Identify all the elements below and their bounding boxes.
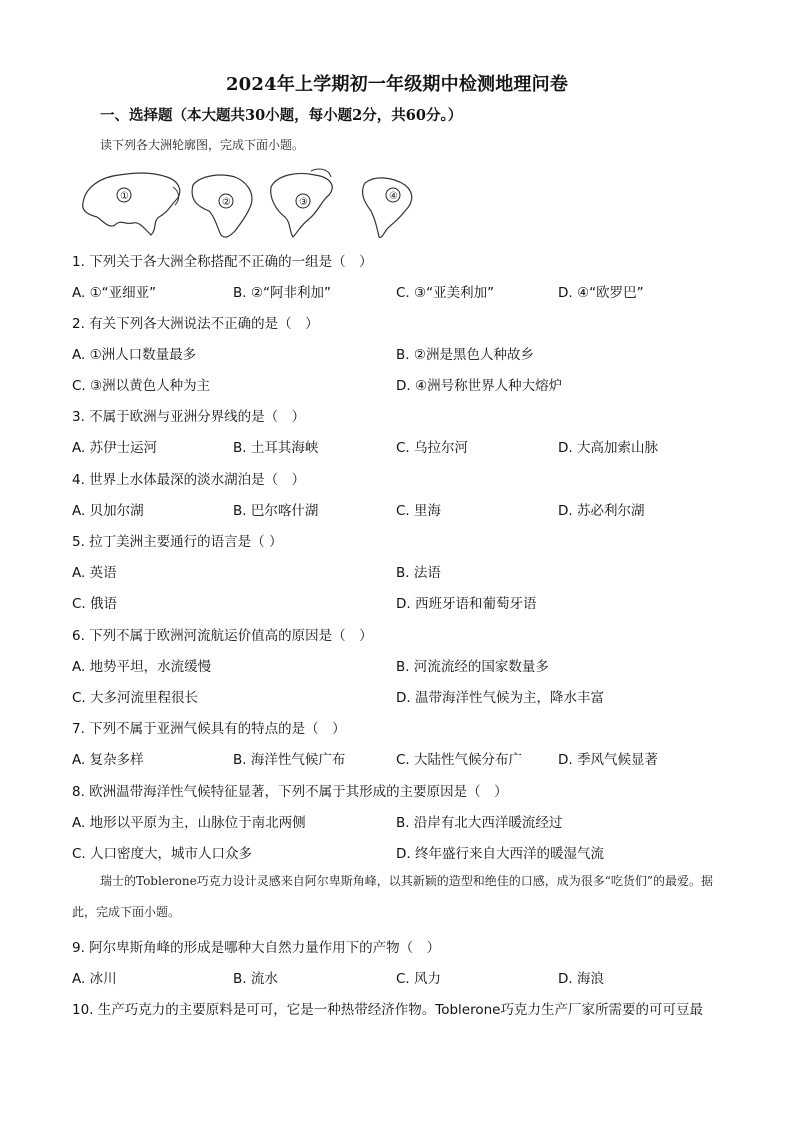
q4-option-d[interactable]: D. 苏必利尔湖 <box>558 503 645 519</box>
q1-option-a[interactable]: A. ①“亚细亚” <box>72 285 157 301</box>
question-2: 2. 有关下列各大洲说法不正确的是（ ） <box>72 316 319 332</box>
map-label-3: ③ <box>299 197 308 208</box>
q1-option-d[interactable]: D. ④“欧罗巴” <box>558 285 644 301</box>
map-label-4: ④ <box>389 191 398 202</box>
q5-option-d[interactable]: D. 西班牙语和葡萄牙语 <box>396 596 537 612</box>
q5-option-b[interactable]: B. 法语 <box>396 565 441 581</box>
q9-option-c[interactable]: C. 风力 <box>396 971 442 987</box>
question-5: 5. 拉丁美洲主要通行的语言是（ ） <box>72 534 283 550</box>
q9-option-a[interactable]: A. 冰川 <box>72 971 117 987</box>
q2-option-b[interactable]: B. ②洲是黑色人种故乡 <box>396 347 534 363</box>
q3-option-b[interactable]: B. 土耳其海峡 <box>233 440 319 456</box>
q3-option-c[interactable]: C. 乌拉尔河 <box>396 440 469 456</box>
q8-option-c[interactable]: C. 人口密度大，城市人口众多 <box>72 846 253 862</box>
question-3: 3. 不属于欧洲与亚洲分界线的是（ ） <box>72 409 306 425</box>
q5-option-c[interactable]: C. 俄语 <box>72 596 118 612</box>
q4-option-c[interactable]: C. 里海 <box>396 503 442 519</box>
q5-option-a[interactable]: A. 英语 <box>72 565 117 581</box>
continent-maps <box>75 165 445 240</box>
q3-option-d[interactable]: D. 大高加索山脉 <box>558 440 658 456</box>
q6-option-c[interactable]: C. 大多河流里程很长 <box>72 690 199 706</box>
q1-option-c[interactable]: C. ③“亚美利加” <box>396 285 495 301</box>
africa-map <box>192 175 252 237</box>
q9-option-b[interactable]: B. 流水 <box>233 971 278 987</box>
exam-title: 2024年上学期初一年级期中检测地理问卷 <box>225 74 569 95</box>
q4-option-b[interactable]: B. 巴尔喀什湖 <box>233 503 319 519</box>
q8-option-b[interactable]: B. 沿岸有北大西洋暖流经过 <box>396 815 563 831</box>
question-8: 8. 欧洲温带海洋性气候特征显著，下列不属于其形成的主要原因是（ ） <box>72 784 508 800</box>
q8-option-d[interactable]: D. 终年盛行来自大西洋的暖湿气流 <box>396 846 604 862</box>
q3-option-a[interactable]: A. 苏伊士运河 <box>72 440 158 456</box>
map-intro: 读下列各大洲轮廓图，完成下面小题。 <box>100 138 305 152</box>
north-america-map <box>271 169 332 237</box>
question-7: 7. 下列不属于亚洲气候具有的特点的是（ ） <box>72 721 346 737</box>
map-label-2: ② <box>222 197 231 208</box>
q6-option-a[interactable]: A. 地势平坦，水流缓慢 <box>72 659 212 675</box>
question-1: 1. 下列关于各大洲全称搭配不正确的一组是（ ） <box>72 254 373 270</box>
q6-option-d[interactable]: D. 温带海洋性气候为主，降水丰富 <box>396 690 604 706</box>
question-10: 10. 生产巧克力的主要原料是可可，它是一种热带经济作物。Toblerone巧克力生产厂家所需要的可可豆最 <box>72 1002 703 1018</box>
asia-map <box>83 173 180 235</box>
q2-option-d[interactable]: D. ④洲号称世界人种大熔炉 <box>396 378 563 394</box>
q2-option-c[interactable]: C. ③洲以黄色人种为主 <box>72 378 211 394</box>
question-6: 6. 下列不属于欧洲河流航运价值高的原因是（ ） <box>72 628 373 644</box>
question-9: 9. 阿尔卑斯角峰的形成是哪种大自然力量作用下的产物（ ） <box>72 940 441 956</box>
section-heading: 一、选择题（本大题共30小题，每小题2分，共60分。） <box>100 107 463 124</box>
question-4: 4. 世界上水体最深的淡水湖泊是（ ） <box>72 472 306 488</box>
south-america-map <box>363 178 412 238</box>
q7-option-c[interactable]: C. 大陆性气候分布广 <box>396 752 523 768</box>
q8-option-a[interactable]: A. 地形以平原为主，山脉位于南北两侧 <box>72 815 306 831</box>
q7-option-a[interactable]: A. 复杂多样 <box>72 752 144 768</box>
q2-option-a[interactable]: A. ①洲人口数量最多 <box>72 347 197 363</box>
q9-option-d[interactable]: D. 海浪 <box>558 971 604 987</box>
q1-option-b[interactable]: B. ②“阿非利加” <box>233 285 331 301</box>
q4-option-a[interactable]: A. 贝加尔湖 <box>72 503 144 519</box>
passage-intro: 瑞士的Toblerone巧克力设计灵感来自阿尔卑斯角峰，以其新颖的造型和绝佳的口感，成为很多“吃货们”的最爱。据此，完成下面小题。 <box>72 874 713 919</box>
q7-option-d[interactable]: D. 季风气候显著 <box>558 752 658 768</box>
q6-option-b[interactable]: B. 河流流经的国家数量多 <box>396 659 549 675</box>
map-label-1: ① <box>120 191 129 202</box>
q7-option-b[interactable]: B. 海洋性气候广布 <box>233 752 346 768</box>
